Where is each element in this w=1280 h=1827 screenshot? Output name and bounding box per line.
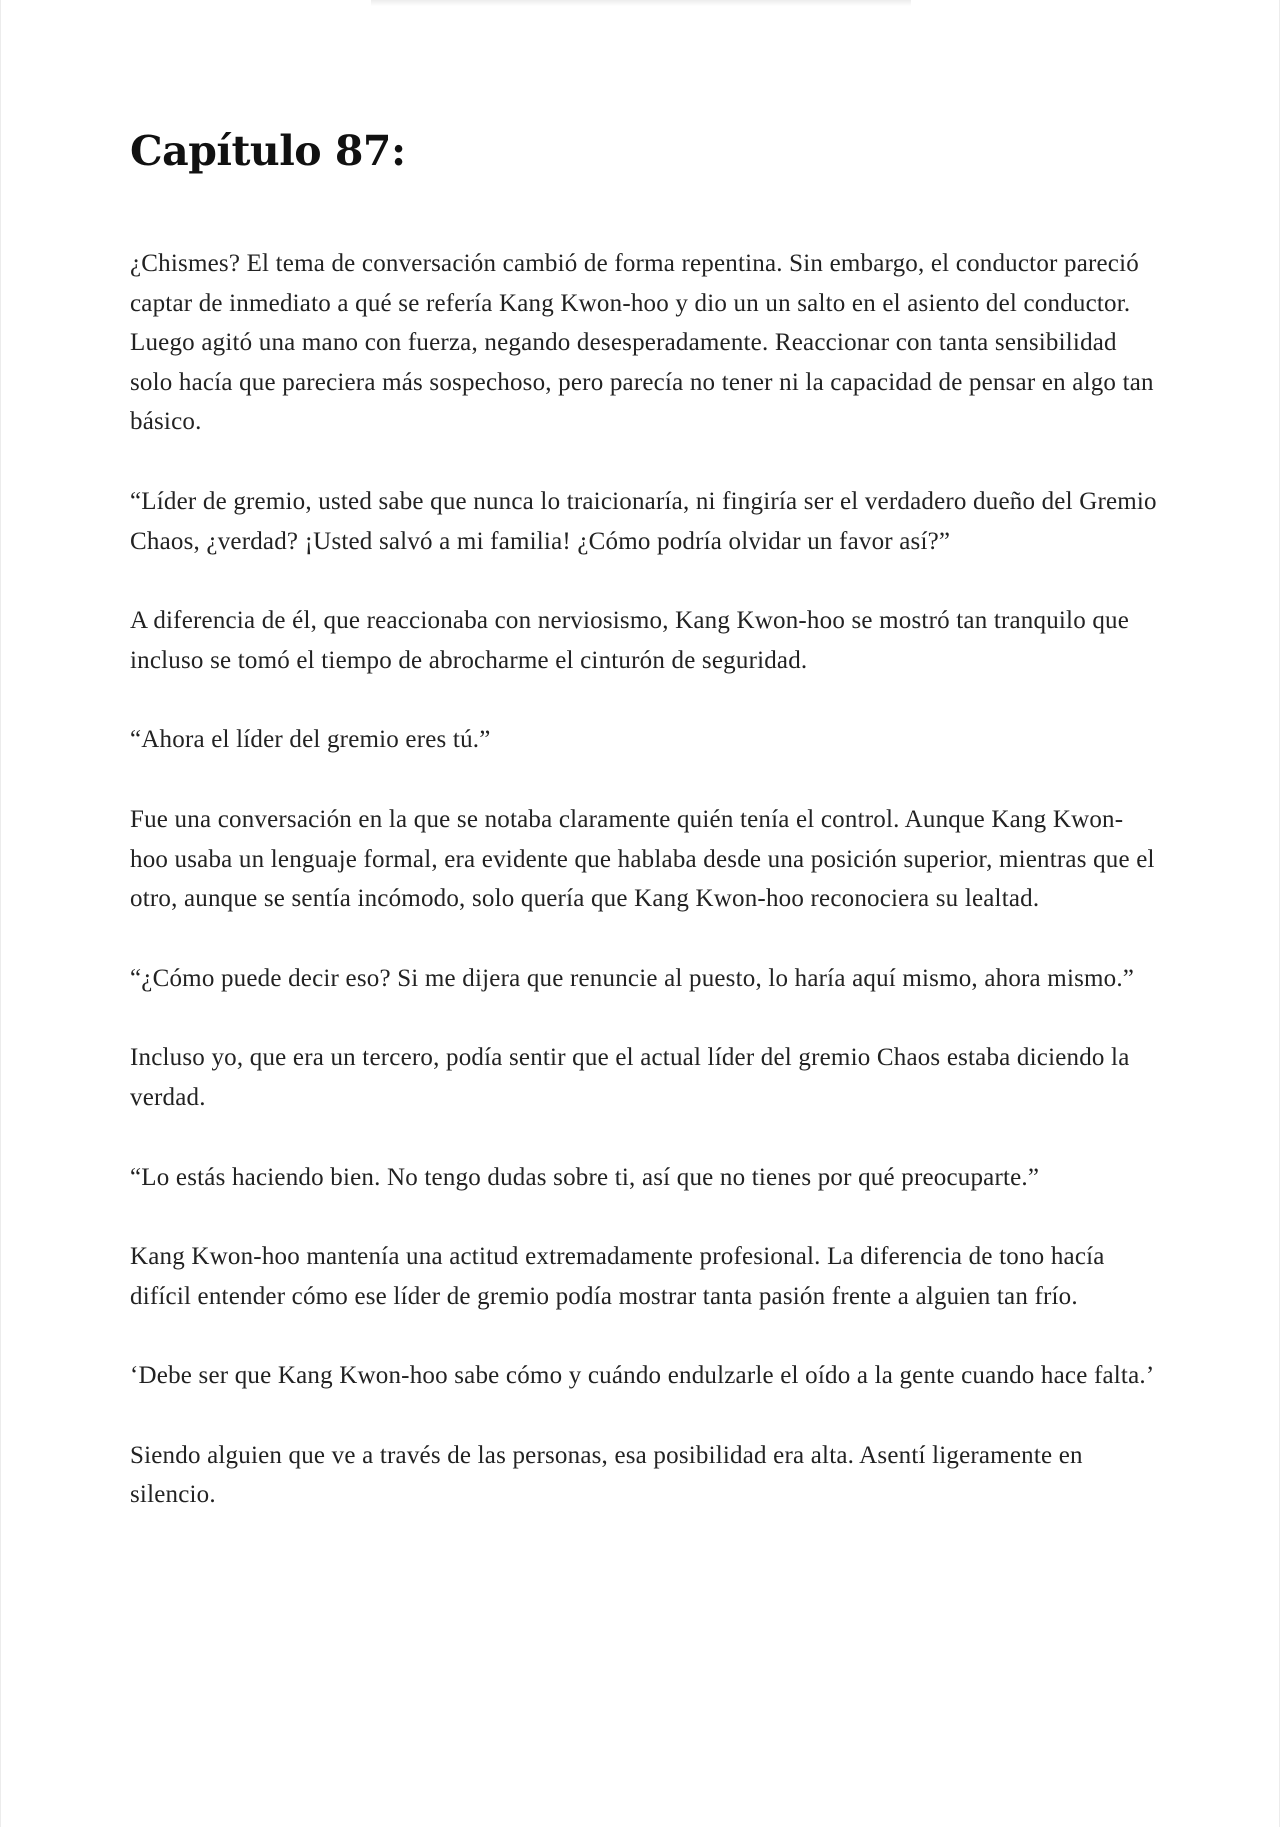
paragraph: “Líder de gremio, usted sabe que nunca lo traicionaría, ni fingiría ser el verdadero dueño del Gremio Chaos, ¿verdad? ¡Usted salvó a mi familia! ¿Cómo podría olvidar un favor así?” — [130, 487, 1157, 555]
paragraph: Fue una conversación en la que se notaba claramente quién tenía el control. Aunque Kang Kwon-hoo usaba un lenguaje formal, era evidente que hablaba desde una posición superior, mientras que el otro, aunque se sentía incómodo, solo quería que Kang Kwon-hoo reconociera su lealtad. — [130, 805, 1155, 913]
paragraph: ‘Debe ser que Kang Kwon-hoo sabe cómo y cuándo endulzarle el oído a la gente cuando hace falta.’ — [130, 1362, 1155, 1390]
paragraph: Siendo alguien que ve a través de las personas, esa posibilidad era alta. Asentí ligeramente en silencio. — [130, 1441, 1083, 1509]
chapter-content — [130, 120, 1160, 1555]
paragraph: “Ahora el líder del gremio eres tú.” — [130, 726, 491, 754]
paragraph: Kang Kwon-hoo mantenía una actitud extremadamente profesional. La diferencia de tono hacía difícil entender cómo ese líder de gremio podía mostrar tanta pasión frente a alguien tan frío. — [130, 1243, 1105, 1310]
paragraph: ¿Chismes? El tema de conversación cambió de forma repentina. Sin embargo, el conductor pareció captar de inmediato a qué se refería Kang Kwon-hoo y dio un un salto en el asiento del conductor. Luego agitó una mano con fuerza, negando desesperadamente. Reaccionar con tanta sensibilidad solo hacía que pareciera más sospechoso, pero parecía no tener ni la capacidad de pensar en algo tan básico. — [130, 250, 1154, 436]
paragraph: “¿Cómo puede decir eso? Si me dijera que renuncie al puesto, lo haría aquí mismo, ahora mismo.” — [130, 964, 1135, 992]
paragraph: “Lo estás haciendo bien. No tengo dudas sobre ti, así que no tienes por qué preocuparte.” — [130, 1163, 1040, 1191]
paragraph: A diferencia de él, que reaccionaba con nerviosismo, Kang Kwon-hoo se mostró tan tranquilo que incluso se tomó el tiempo de abrocharme el cinturón de seguridad. — [130, 607, 1130, 674]
top-edge-shadow — [371, 0, 911, 6]
chapter-title: Capítulo 87: — [130, 127, 406, 175]
paragraph: Incluso yo, que era un tercero, podía sentir que el actual líder del gremio Chaos estaba diciendo la verdad. — [130, 1044, 1130, 1111]
